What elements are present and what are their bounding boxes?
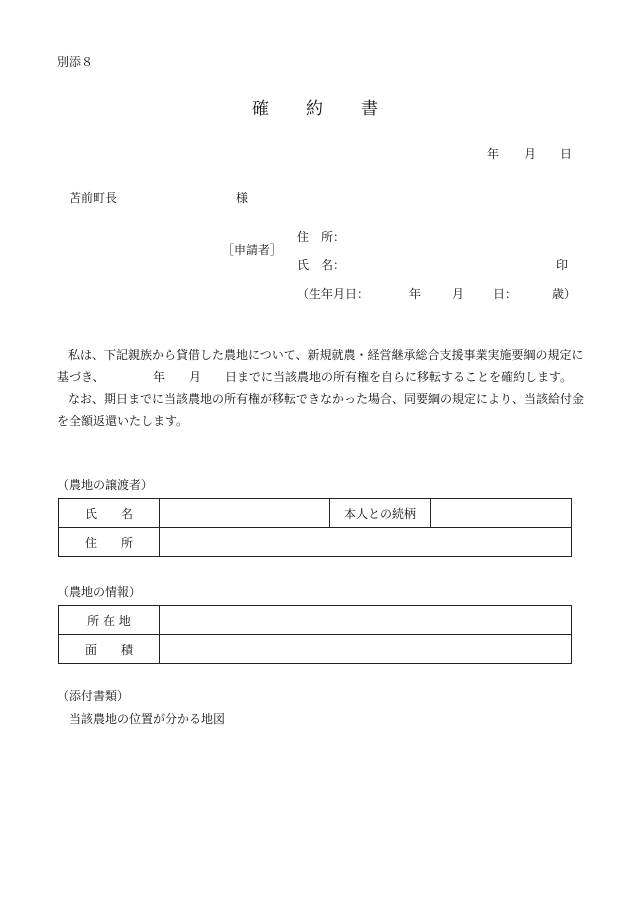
farmland-area-label: 面 積 — [59, 635, 160, 664]
transferor-relation-label: 本人との続柄 — [330, 499, 431, 528]
body-line-4: を全額返還いたします。 — [57, 414, 189, 428]
birth-year: 年 — [409, 287, 422, 301]
addressee-name: 苫前町長 — [69, 191, 118, 205]
table-row — [59, 606, 572, 635]
birth-open: （生年月日： — [297, 287, 370, 301]
body-line-3: なお、期日までに当該農地の所有権が移転できなかった場合、同要綱の規定により、当該給付金 — [68, 392, 585, 406]
farmland-location-value[interactable] — [160, 606, 572, 635]
date-year: 年 — [487, 147, 500, 161]
body-line-2-year: 年 — [153, 370, 166, 384]
date-day: 日 — [560, 147, 573, 161]
transferor-table — [58, 498, 572, 557]
title-char-1: 確 — [252, 99, 269, 119]
attachment-item: 当該農地の位置が分かる地図 — [69, 712, 226, 726]
farmland-heading: （農地の情報） — [57, 585, 142, 599]
transferor-name-label: 氏 名 — [59, 499, 160, 528]
title-char-2: 約 — [306, 99, 323, 119]
body-line-2b: 日までに当該農地の所有権を自らに移転することを確約します。 — [225, 370, 573, 384]
transferor-address-value[interactable] — [160, 528, 572, 557]
annex-label: 別添８ — [57, 55, 94, 69]
birth-day: 日： — [493, 287, 518, 301]
addressee-honorific: 様 — [236, 191, 249, 205]
farmland-location-label: 所 在 地 — [59, 606, 160, 635]
title-char-3: 書 — [361, 99, 378, 119]
transferor-heading: （農地の譲渡者） — [57, 478, 154, 492]
date-month: 月 — [524, 147, 537, 161]
applicant-address-label: 住 所： — [297, 230, 346, 244]
applicant-label: ［申請者］ — [222, 243, 283, 257]
body-line-2-month: 月 — [189, 370, 202, 384]
attachments-heading: （添付書類） — [57, 689, 130, 703]
table-row — [59, 635, 572, 664]
body-line-1: 私は、下記親族から貸借した農地について、新規就農・経営継承総合支援事業実施要綱の規定に — [68, 348, 584, 362]
applicant-name-label: 氏 名： — [297, 258, 346, 272]
transferor-relation-value[interactable] — [431, 499, 572, 528]
table-row — [59, 528, 572, 557]
transferor-address-label: 住 所 — [59, 528, 160, 557]
table-row — [59, 499, 572, 528]
farmland-table — [58, 605, 572, 664]
birth-age: 歳） — [552, 287, 577, 301]
farmland-area-value[interactable] — [160, 635, 572, 664]
birth-month: 月 — [452, 287, 465, 301]
transferor-name-value[interactable] — [160, 499, 330, 528]
seal-mark: 印 — [556, 258, 569, 272]
body-line-2a: 基づき、 — [57, 370, 105, 384]
